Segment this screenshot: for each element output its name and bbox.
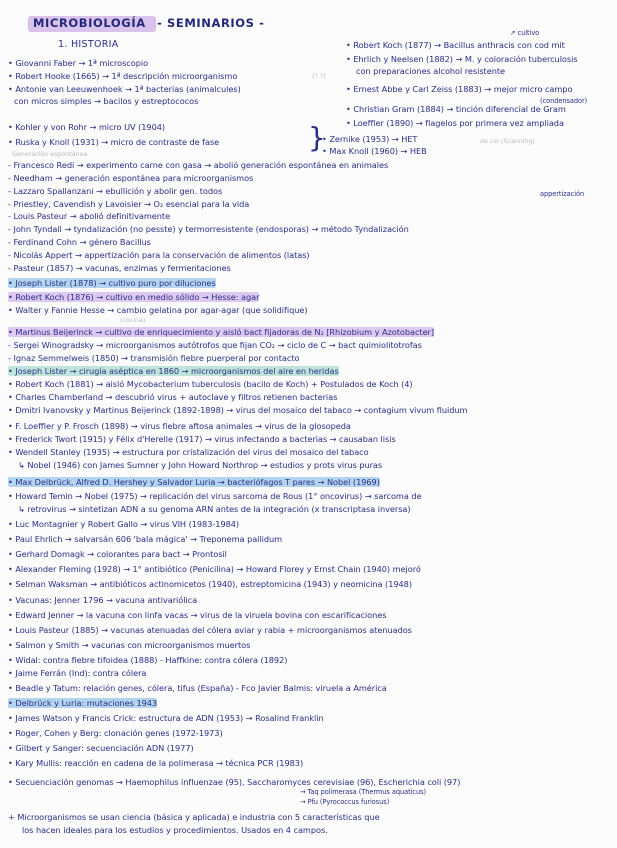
line-40: • Edward Jenner → la vacuna con linfa vacas → virus de la viruela bovina con escarificaciones bbox=[8, 610, 387, 620]
line-36: • Gerhard Domagk → colorantes para bact → Prontosil bbox=[8, 549, 227, 559]
line-24: • Robert Koch (1881) → aisló Mycobacterium tuberculosis (bacilo de Koch) + Postulados de Koch (4) bbox=[8, 379, 413, 389]
koch-highlight: • Robert Koch (1876) → cultivo en medio sólido → Hesse: agar bbox=[8, 292, 260, 302]
line-23 bbox=[8, 366, 339, 376]
line-34: • Luc Montagnier y Robert Gallo → virus VIH (1983-1984) bbox=[8, 519, 240, 529]
line-13: - Ferdinand Cohn → género Bacillus bbox=[8, 237, 151, 247]
line-2: • Antonie van Leeuwenhoek → 1ª bacterias (animalcules) bbox=[8, 84, 241, 94]
line-41: • Louis Pasteur (1885) → vacunas atenuadas del cólera aviar y rabia + microorganismos atenuados bbox=[8, 625, 412, 635]
apertization-note: appertización bbox=[540, 190, 585, 198]
lister-highlight: • Joseph Lister (1878) → cultivo puro por diluciones bbox=[8, 278, 216, 288]
line-45: • Beadle y Tatum: relación genes, cólera, tifus (España) - Fco Javier Balmis: viruela a América bbox=[8, 683, 387, 693]
line-48: • Roger, Cohen y Berg: clonación genes (1972-1973) bbox=[8, 728, 223, 738]
conteo-note: (? ?) bbox=[312, 72, 326, 80]
line-47: • James Watson y Francis Crick: estructura de ADN (1953) → Rosalind Franklin bbox=[8, 713, 324, 723]
right-line-5: (condensador) bbox=[540, 97, 588, 105]
delbruck-luria-highlight: • Delbrück y Luria: mutaciones 1943 bbox=[8, 698, 158, 708]
line-18: • Walter y Fannie Hesse → cambio gelatina por agar-agar (que solidifique) bbox=[8, 305, 308, 315]
line-42: • Salmon y Smith → vacunas con microorganismos muertos bbox=[8, 640, 251, 650]
line-43: • Widal: contra fiebre tifoidea (1888) - Haffkine: contra cólera (1892) bbox=[8, 655, 288, 665]
line-38: • Selman Waksman → antibióticos actinomicetos (1940), estreptomicina (1943) y neomicina (1948) bbox=[8, 579, 412, 589]
line-44: • Jaime Ferrán (Ind): contra cólera bbox=[8, 668, 147, 678]
line-22: - Ignaz Semmelweis (1850) → transmisión fiebre puerperal por contacto bbox=[8, 353, 300, 363]
line-52: + Microorganismos se usan ciencia (básica y aplicada) e industria con 5 características que bbox=[8, 812, 380, 822]
line-20 bbox=[8, 327, 434, 337]
line-53: los hacen ideales para los estudios y procedimientos. Usados en 4 campos. bbox=[22, 825, 328, 835]
line-12: - John Tyndall → tyndalización (no pesste) y termorresistente (endosporas) → método Tyndalización bbox=[8, 224, 409, 234]
line-16 bbox=[8, 278, 216, 288]
line-50: • Kary Mullis: reacción en cadena de la polimerasa → técnica PCR (1983) bbox=[8, 758, 304, 768]
line-21: - Sergei Winogradsky → microorganismos autótrofos que fijan CO₂ → ciclo de C → bact quimiolitotrofas bbox=[8, 340, 422, 350]
taq-note: → Taq polimerasa (Thermus aquaticus) bbox=[300, 788, 427, 796]
line-27: • F. Loeffler y P. Frosch (1898) → virus fiebre aftosa animales → virus de la glosopeda bbox=[8, 421, 351, 431]
line-8: - Needham → generación espontánea para microorganismos bbox=[8, 173, 254, 183]
right-line-3: con preparaciones alcohol resistente bbox=[356, 66, 505, 76]
beijerinck-highlight: • Martinus Beijerinck → cultivo de enriquecimiento y aisló bact fijadoras de N₂ [Rhizobium y Azotobacter] bbox=[8, 327, 435, 337]
line-14: - Nicolás Appert → appertización para la conservación de alimentos (latas) bbox=[8, 250, 310, 260]
right-line-8: • Zernike (1953) → HET bbox=[322, 134, 418, 144]
right-line-10: de cel (Scanning) bbox=[480, 137, 535, 145]
line-5: • Ruska y Knoll (1931) → micro de contraste de fase bbox=[8, 137, 220, 147]
line-6: Generación espontánea bbox=[12, 150, 88, 158]
line-3: con micros simples → bacilos y estreptococos bbox=[14, 96, 199, 106]
line-49: • Gilbert y Sanger: secuenciación ADN (1977) bbox=[8, 743, 194, 753]
line-51: • Secuenciación genomas → Haemophilus influenzae (95), Saccharomyces cerevisiae (96), Escherichia coli (97) bbox=[8, 777, 461, 787]
line-29: • Wendell Stanley (1935) → estructura por cristalización del virus del mosaico del tabaco bbox=[8, 447, 369, 457]
line-31 bbox=[8, 477, 380, 487]
right-line-9: • Max Knoll (1960) → HEB bbox=[322, 146, 427, 156]
line-37: • Alexander Fleming (1928) → 1° antibiótico (Penicilina) → Howard Florey y Ernst Chain (1940) mejoró bbox=[8, 564, 421, 574]
line-33: ↳ retrovirus → sintetizan ADN a su genoma ARN antes de la integración (x transcriptasa inversa) bbox=[18, 504, 411, 514]
line-15: - Pasteur (1857) → vacunas, enzimas y fermentaciones bbox=[8, 263, 231, 273]
line-9: - Lazzaro Spallanzani → ebullición y abolir gen. todos bbox=[8, 186, 223, 196]
right-note-0: ↗ cultivo bbox=[510, 29, 540, 37]
line-10: - Priestley, Cavendish y Lavoisier → O₂ esencial para la vida bbox=[8, 199, 250, 209]
line-46 bbox=[8, 698, 157, 708]
right-line-1: • Robert Koch (1877) → Bacillus anthracis con cod mit bbox=[346, 40, 565, 50]
page-subtitle: - SEMINARIOS - bbox=[157, 16, 265, 30]
lister-aseptic-highlight: • Joseph Lister → cirugía aséptica en 1860 → microorganismos del aire en heridas bbox=[8, 366, 339, 376]
right-line-6: • Christian Gram (1884) → tinción diferencial de Gram bbox=[346, 104, 566, 114]
line-30: ↳ Nobel (1946) con James Sumner y John Howard Northrop → estudios y prots virus puras bbox=[18, 460, 383, 470]
line-32: • Howard Temin → Nobel (1975) → replicación del virus sarcoma de Rous (1° oncovirus) → sarcoma de bbox=[8, 491, 422, 501]
right-line-7: • Loeffler (1890) → flagelos por primera vez ampliada bbox=[346, 118, 564, 128]
right-line-4: • Ernest Abbe y Carl Zeiss (1883) → mejor micro campo bbox=[346, 84, 573, 94]
line-35: • Paul Ehrlich → salvarsán 606 'bala mágica' → Treponema pallidum bbox=[8, 534, 283, 544]
line-1: • Robert Hooke (1665) → 1ª descripción microorganismo bbox=[8, 71, 238, 81]
line-39: • Vacunas: Jenner 1796 → vacuna antivariólica bbox=[8, 595, 198, 605]
right-line-2: • Ehrlich y Neelsen (1882) → M. y coloración tuberculosis bbox=[346, 54, 578, 64]
line-17 bbox=[8, 292, 259, 302]
line-4: • Kohler y von Rohr → micro UV (1904) bbox=[8, 122, 166, 132]
brace-mark: } bbox=[308, 121, 326, 154]
line-0: • Giovanni Faber → 1ª microscopio bbox=[8, 58, 149, 68]
line-26: • Dmitri Ivanovsky y Martinus Beijerinck (1892-1898) → virus del mosaico del tabaco → contagium vivum fluidum bbox=[8, 405, 468, 415]
delbruck-highlight: • Max Delbrück, Alfred D. Hershey y Salvador Luria → bacteriófagos T pares → Nobel (1969) bbox=[8, 477, 380, 487]
pfu-note: → Pfu (Pyrococcus furiosus) bbox=[300, 798, 390, 806]
line-28: • Frederick Twort (1915) y Félix d'Herelle (1917) → virus infectando a bacterias → causaban lisis bbox=[8, 434, 396, 444]
section-heading: 1. HISTORIA bbox=[58, 39, 119, 50]
line-25: • Charles Chamberland → descubrió virus + autoclave y filtros retienen bacterias bbox=[8, 392, 338, 402]
page-title: MICROBIOLOGÍA bbox=[33, 16, 146, 30]
line-11: - Louis Pasteur → abolió definitivamente bbox=[8, 211, 171, 221]
line-19: (cocina) bbox=[120, 316, 146, 324]
line-7: - Francesco Redi → experimento carne con gasa → abolió generación espontánea en animales bbox=[8, 160, 389, 170]
